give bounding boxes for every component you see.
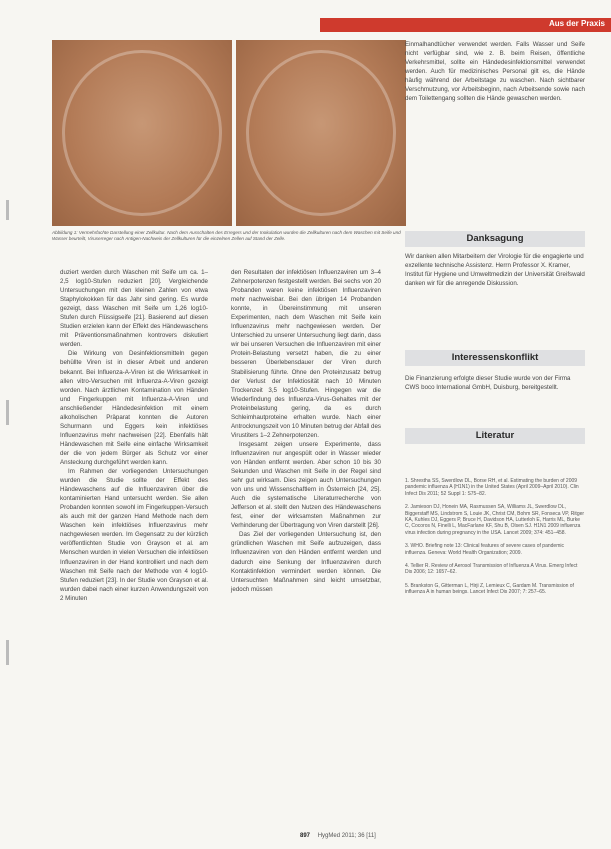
binder-mark (6, 640, 9, 665)
figure-photo-right (236, 40, 406, 226)
paragraph: Insgesamt zeigen unsere Experimente, dass Influenzaviren nur angespült oder in Wasser wieder von Händen entfernt werden. Aber schon 10 bis 30 Sekunden und Waschen mit Seife in der Regel sind sehr gut wirksam. Dies zeigen auch Untersuchungen von uns und Wissenschaftlern in Österreich [24, 25]. Auch die systematische Literaturrecherche von Jefferson et al. stellt den Nutzen des Händewaschens fest, einer der wirksamsten Maßnahmen zur Verhinderung der Übertragung von Viren darstellt [26]. (231, 440, 381, 530)
reference-item: 1. Shrestha SS, Swerdlow DL, Borse RH, et al. Estimating the burden of 2009 pandemic influenza A (H1N1) in the United States (April 2009–April 2010). Clin Infect Dis 2011; 52 Suppl 1: S75–82. (405, 478, 579, 497)
section-label: Aus der Praxis (548, 19, 605, 28)
binder-mark (6, 400, 9, 425)
text-column-1 (60, 268, 208, 603)
reference-item: 5. Brankston G, Gitterman L, Hirji Z, Lemieux C, Gardam M. Transmission of influenza A in human beings. Lancet Infect Dis 2007; 7: 257–65. (405, 582, 574, 596)
paragraph: Das Ziel der vorliegenden Untersuchung ist, den gründlichen Waschen mit Seife aufzuzeigen, dass Influenzaviren von den Händen entfernt werden und dadurch eine Senkung der Influenzaviren durch Kontaktinfektion vermindert werden können. Die Untersuchten Maßnahmen sind leicht umsetzbar, jedoch müssen (231, 531, 381, 593)
figure-photo-left (52, 40, 232, 226)
text-column-2 (231, 268, 381, 594)
page-footer (300, 833, 376, 839)
section-header-bar (320, 18, 611, 32)
paragraph: Einmalhandtücher verwendet werden. Falls Wasser und Seife nicht verfügbar sind, wie z. B. beim Reisen, öffentliche Verkehrsmittel, sollte ein Händedesinfektionsmittel verwendet werden. Auch für medizinisches Personal gilt es, die Hände häufig während der Arbeitstage zu waschen. Nach sichtbarer Verschmutzung, vor Arbeitsbeginn, nach Arbeitsende sowie nach dem Toilettengang sollten die Hände gewaschen werden. (405, 41, 585, 103)
text-column-3-top (405, 40, 585, 103)
reference-item: 3. WHO. Briefing note 13: Clinical features of severe cases of pandemic influenza. Geneva: World Health Organization; 2009. (405, 543, 564, 556)
heading-literatur: Literatur (405, 428, 585, 444)
reference-item: 2. Jamieson DJ, Honein MA, Rasmussen SA, Williams JL, Swerdlow DL, Biggerstaff MS, Lindstrom S, Louie JK, Christ CM, Bohm SR, Fonseca VP, Ritger KA, Kuhles DJ, Eggers P, Bruce H, Davidson HA, Lutterloh E, Harris ML, Burke C, Cocoros N, Finelli L, MacFarlane KF, Shu B, Olsen SJ. H1N1 2009 influenza virus infection during pregnancy in the USA. Lancet 2009; 374: 451–458. (405, 504, 585, 536)
heading-danksagung: Danksagung (405, 231, 585, 247)
interessenskonflikt-text: Die Finanzierung erfolgte dieser Studie wurde von der Firma CWS boco International GmbH, Duisburg, bereitgestellt. (405, 375, 571, 392)
figure-caption: Abbildung 1: Vermehrfachte Darstellung einer Zellkultur. Nach dem Ausschalten des Erregers und der Inokulation wurden die Zellkulturen nach dem Waschen mit Seife und Wasser beurteilt, Viruserreger nach Antigen-Nachweis der Zellkulturen für die einzelnen Zellen auf Stand der Zelle. (52, 230, 401, 242)
paragraph: Im Rahmen der vorliegenden Untersuchungen wurden die Studie sollte der Effekt des Händewaschens auf die Influenzaviren über die kontaminierten Hand untersucht werden. Sie allen Probanden konnten sowohl im Fingerkuppen-Versuch als auch mit der ganzen Hand Methode nach dem Waschen kein infektiöses Influenzavirus mehr nachgewiesen werden. Im Gegensatz zu der kürzlich veröffentlichten Studie von Grayson et al. am Menschen wurden in vielen Versuchen die infektiösen Influenzaviren in der Hand kontrolliert und nach dem Waschen mit Seife nach der Methode von 4 log10-Stufen reduziert [23]. In der Studie von Grayson et al. wurden dabei nach einer kurzen Anwendungszeit von 2 Minuten (60, 468, 208, 602)
paragraph: duziert werden durch Waschen mit Seife um ca. 1–2,5 log10-Stufen reduziert [20]. Vergleichende Untersuchungen mit den kleinen Zahlen von etwa Staphylokokken für das Jahr sind gering. Es wurde gezeigt, dass Waschen mit Seife um 1,26 log10-Stufen durch Flüssigseife [21]. Basierend auf diesen Studien erzielen kann der Effekt des Händewaschens mit Präventionsmaßnahmen kontrovers diskutiert werden. (60, 269, 208, 349)
paragraph: Die Wirkung von Desinfektionsmitteln gegen behüllte Viren ist in dieser Arbeit und anderen bekannt. Bei Influenza-A-Viren ist die Wirksamkeit in allen vitro-Versuchen mit Influenza-A-Viren gezeigt worden. Nach ärztlichen Kontamination von Händen und Fingerkuppen mit Influenza-A-Viren und anschließender Händedesinfektion mit einem alkoholischen Präparat konnten die Autoren Schurmann und Eggers kein infektiöses Influenzavirus mehr nachweisen [22]. Ebenfalls hält Händewaschen mit Seife eine einfache Wirksamkeit der die von jedem Bürger als Schutz vor einer Ansteckung durchgeführt werden kann. (60, 350, 208, 466)
reference-item: 4. Tellier R. Review of Aerosol Transmission of Influenza A Virus. Emerg Infect Dis 2006; 12: 1657–62. (405, 563, 578, 576)
binder-mark (6, 200, 9, 220)
danksagung-text: Wir danken allen Mitarbeitern der Virologie für die engagierte und exzellente technische Assistenz. Herrn Professor X. Kramer, Institut für Hygiene und Umweltmedizin der Universität Greifswald danken wir für die anregende Diskussion. (405, 253, 585, 288)
reference-list (405, 478, 585, 603)
journal-citation: HygMed 2011; 36 [11] (317, 833, 376, 839)
page-number: 897 (300, 833, 311, 839)
heading-interessenskonflikt: Interessenskonflikt (405, 350, 585, 366)
paragraph: den Resultaten der infektiösen Influenzaviren um 3–4 Zehnerpotenzen festgestellt werden. Bei sechs von 20 Probanden waren keine infektiösen Influenzaviren mehr nachweisbar. Bei den übrigen 14 Probanden konnte, in Übereinstimmung mit unseren Experimenten, nach dem Waschen mit Seife kein Influenzavirus mehr nachgewiesen werden. Der Unterschied zu unserer Untersuchung liegt darin, dass wir bei unseren Versuchen die Influenzaviren mit einer Protein-Belastung versetzt haben, die zu einer besseren Überlebensdauer der Viren durch Stabilisierung führte. Ohne den Proteinzusatz betrug der Verlust der Infektiosität nach 10 Minuten Trockenzeit 3,5 log10-Stufen. Hingegen war die Wiederfindung des Influenza-Virus-Gehaltes mit der Proteinbelastung gering, da es durch Schleimhautproteine erhalten wurde. Nach einer Antrocknungszeit von 10 Minuten betrug der Abfall des Virustiters 1–2 Zehnerpotenzen. (231, 269, 381, 439)
